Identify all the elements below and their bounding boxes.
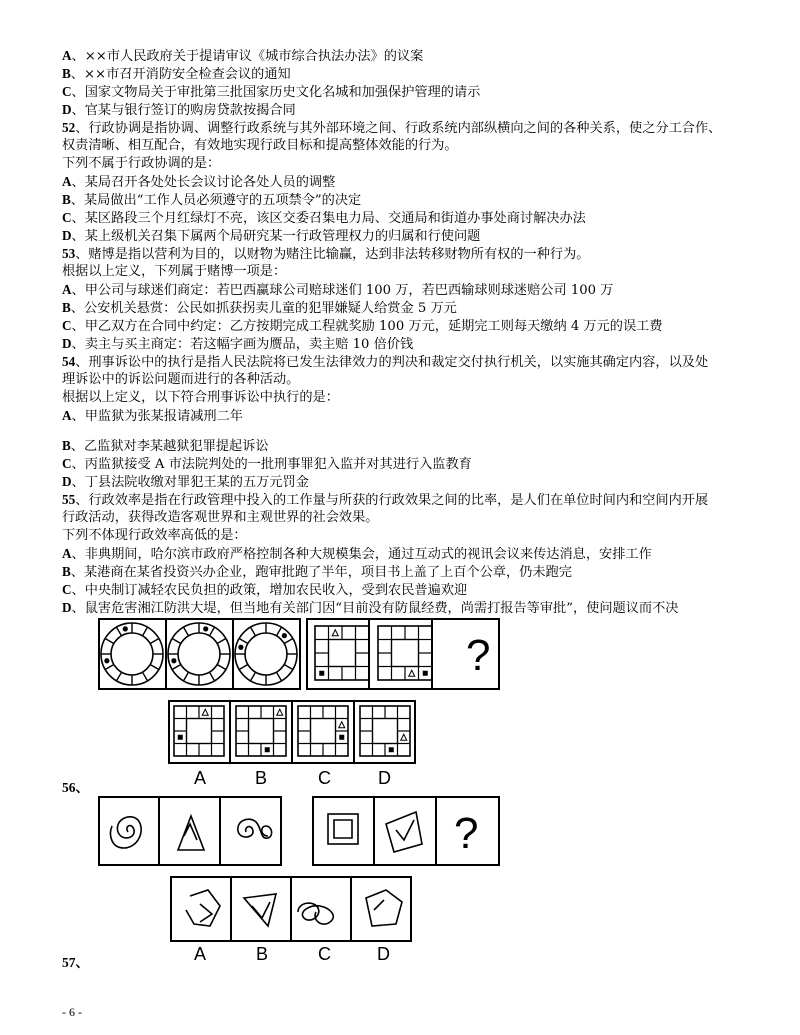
item-label: A (62, 48, 72, 63)
question-mark: ? (454, 809, 479, 858)
text-line (62, 352, 708, 372)
text-line (62, 544, 652, 564)
text-line (62, 388, 339, 407)
item-label: B (62, 438, 71, 453)
q56-grid-set (306, 618, 500, 690)
text-line (62, 136, 458, 155)
text-line (62, 118, 721, 138)
item-text: 、非典期间，哈尔滨市政府严格控制各种大规模集会，通过互动式的视讯会议来传达消息，安排工作 (71, 547, 652, 562)
item-text: 、甲公司与球迷们商定：若巴西赢球公司赔球迷们 100 万，若巴西输球则球迷赔公司 100 万 (71, 283, 614, 298)
q56-option-a-label: A (194, 768, 207, 788)
item-label: A (62, 408, 72, 423)
text-line (62, 580, 467, 600)
item-label: 53 (62, 246, 76, 261)
text-line (62, 490, 708, 510)
text-line (62, 82, 480, 102)
item-label: D (62, 102, 72, 117)
text-line (62, 190, 361, 210)
item-text: 根据以上定义，以下符合刑事诉讼中执行的是： (62, 390, 339, 405)
item-text: 下列不属于行政协调的是： (62, 156, 221, 171)
item-label: 54 (62, 354, 76, 369)
item-label: 55 (62, 492, 76, 507)
text-line (62, 370, 299, 389)
q57-options (170, 876, 412, 942)
item-text: 、卖主与买主商定：若这幅字画为赝品，卖主赔 10 倍价钱 (71, 337, 414, 352)
item-text: 、行政协调是指协调、调整行政系统与其外部环境之间、行政系统内部纵横向之间的各种关系，使之分工合作、 (75, 121, 722, 136)
item-label: 52 (62, 120, 76, 135)
text-line (62, 172, 335, 192)
q57-shape-set (312, 796, 500, 866)
text-line (62, 154, 220, 173)
text-line (62, 436, 269, 456)
text-line (62, 262, 286, 281)
item-label: A (62, 546, 72, 561)
q57-option-d-label: D (377, 944, 390, 964)
q57-option-shapes (170, 876, 412, 942)
item-label: C (62, 456, 72, 471)
text-line (62, 46, 423, 66)
item-text: 、行政效率是指在行政管理中投入的工作量与所获的行政效果之间的比率，是人们在单位时间内和空间内开展 (75, 493, 709, 508)
item-label: D (62, 600, 72, 615)
q57-option-b-label: B (256, 944, 269, 964)
text-line (62, 526, 247, 545)
q57-curve-figures (98, 796, 282, 866)
item-text: 行政活动，获得改造客观世界和主观世界的社会效果。 (62, 510, 379, 525)
item-text: 、某上级机关召集下属两个局研究某一行政管理权力的归属和行使问题 (71, 229, 481, 244)
text-line (62, 64, 291, 84)
item-text: 、官某与银行签订的购房贷款按揭合同 (71, 103, 296, 118)
item-label: B (62, 192, 71, 207)
text-line (62, 316, 663, 336)
q57-curve-set (98, 796, 282, 866)
item-text: 、某局做出“工作人员必须遵守的五项禁令”的决定 (70, 193, 362, 208)
item-text: 、某区路段三个月红绿灯不亮，该区交委召集电力局、交通局和街道办事处商讨解决办法 (71, 211, 586, 226)
q57-shape-figures (312, 796, 500, 866)
page-number: - 6 - (62, 1005, 82, 1019)
q56-grid-figures (306, 618, 500, 690)
text-line (62, 100, 296, 120)
text-line (62, 208, 586, 228)
q56-option-b-label: B (255, 768, 268, 788)
item-text: 、××市召开消防安全检查会议的通知 (70, 67, 291, 82)
item-text: 、甲监狱为张某报请减刑二年 (71, 409, 243, 424)
item-label: D (62, 474, 72, 489)
item-text: 权责清晰、相互配合，有效地实现行政目标和提高整体效能的行为。 (62, 138, 458, 153)
text-line (62, 406, 243, 426)
item-text: 、丁县法院收缴对罪犯王某的五万元罚金 (71, 475, 309, 490)
item-text: 理诉讼中的诉讼问题而进行的各种活动。 (62, 372, 300, 387)
item-label: D (62, 336, 72, 351)
item-text: 、中央制订减轻农民负担的政策，增加农民收入，受到农民普遍欢迎 (71, 583, 468, 598)
text-line (62, 454, 472, 474)
item-text: 根据以上定义，下列属于赌博一项是： (62, 264, 287, 279)
item-text: 、鼠害危害湘江防洪大堤，但当地有关部门因“目前没有防鼠经费，尚需打报告等审批”，使问题议而不决 (71, 601, 679, 616)
item-label: C (62, 582, 72, 597)
item-text: 、丙监狱接受 A 市法院判处的一批刑事罪犯入监并对其进行入监教育 (71, 457, 472, 472)
item-text: 、公安机关悬赏：公民如抓获拐卖儿童的犯罪嫌疑人给赏金 5 万元 (70, 301, 457, 316)
text-line (62, 598, 678, 618)
item-text: 、某局召开各处处长会议讨论各处人员的调整 (71, 175, 336, 190)
item-label: D (62, 228, 72, 243)
item-label: C (62, 318, 72, 333)
item-text: 、甲乙双方在合同中约定：乙方按期完成工程就奖励 100 万元，延期完工则每天缴纳 4 万元的误工费 (71, 319, 663, 334)
item-label: B (62, 564, 71, 579)
item-text: 、××市人民政府关于提请审议《城市综合执法办法》的议案 (71, 49, 424, 64)
q56-circle-set (98, 618, 301, 690)
q57-label: 57、 (62, 955, 89, 970)
item-text: 、国家文物局关于审批第三批国家历史文化名城和加强保护管理的请示 (71, 85, 481, 100)
q56-label: 56、 (62, 780, 89, 795)
q56-circle-figures (98, 618, 301, 690)
q56-option-d-label: D (378, 768, 391, 788)
text-line (62, 280, 613, 300)
item-text: 、赌博是指以营利为目的，以财物为赌注比输赢，达到非法转移财物所有权的一种行为。 (75, 247, 590, 262)
q56-option-grids (168, 700, 416, 764)
text-line (62, 508, 379, 527)
q56-options (168, 700, 416, 764)
text-line (62, 472, 309, 492)
question-mark: ? (466, 631, 491, 680)
q56-option-c-label: C (318, 768, 331, 788)
item-label: A (62, 174, 72, 189)
text-line (62, 298, 457, 318)
item-label: B (62, 66, 71, 81)
item-label: C (62, 210, 72, 225)
q57-option-a-label: A (194, 944, 207, 964)
text-line (62, 244, 590, 264)
item-label: B (62, 300, 71, 315)
text-line (62, 226, 480, 246)
text-line (62, 562, 572, 582)
item-text: 下列不体现行政效率高低的是： (62, 528, 247, 543)
q57-option-c-label: C (318, 944, 331, 964)
item-text: 、某港商在某省投资兴办企业，跑审批跑了半年，项目书上盖了上百个公章，仍未跑完 (70, 565, 572, 580)
item-label: A (62, 282, 72, 297)
item-label: C (62, 84, 72, 99)
text-line (62, 334, 413, 354)
item-text: 、刑事诉讼中的执行是指人民法院将已发生法律效力的判决和裁定交付执行机关，以实施其确定内容，以及处 (75, 355, 709, 370)
item-text: 、乙监狱对李某越狱犯罪提起诉讼 (70, 439, 269, 454)
